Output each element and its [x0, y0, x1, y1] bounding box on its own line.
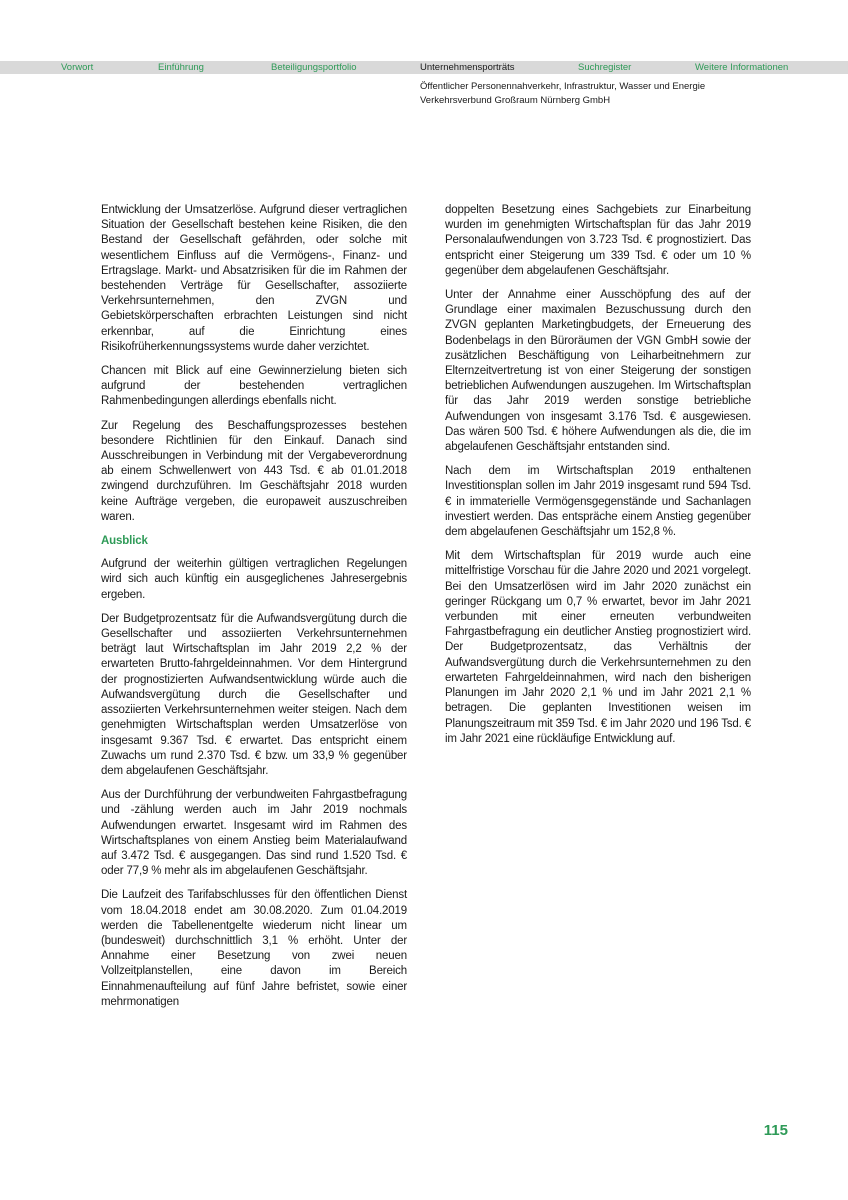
page-number: 115	[763, 1122, 788, 1139]
nav-suchregister[interactable]: Suchregister	[578, 62, 632, 73]
paragraph: Aus der Durchführung der verbundweiten Fahrgastbefragung und -zählung werden auch im Jahr 2019 nochmals Aufwendungen erwartet. Insgesamt wird im Rahmen des Wirtschaftsplanes von einem Anstieg beim Materialaufwand auf 3.472 Tsd. € ausgegangen. Das sind rund 1.520 Tsd. € oder 77,9 % mehr als im abgelaufenen Geschäftsjahr.	[101, 789, 407, 878]
nav-einfuehrung[interactable]: Einführung	[158, 62, 204, 73]
paragraph: Unter der Annahme einer Ausschöpfung des auf der Grundlage einer maximalen Bezuschussung durch den ZVGN geplanten Marketingbudgets, der Erneuerung des Bodenbelags in den Büroräumen der VGN GmbH sowie der zusätzlichen Beschäftigung von Leiharbeitnehmern zur Elternzeitvertretung ist von einer Steigerung der sonstigen betrieblichen Aufwendungen auszugehen. Im Wirtschaftsplan für das Jahr 2019 werden sonstige betriebliche Aufwendungen von insgesamt 3.176 Tsd. € ausgewiesen. Das wären 500 Tsd. € höhere Aufwendungen als die, die im abgelaufenen Geschäftsjahr entstanden sind.	[445, 289, 751, 454]
nav-unternehmensportraets[interactable]: Unternehmensporträts	[420, 62, 515, 73]
section-heading-ausblick: Ausblick	[101, 535, 148, 548]
paragraph: doppelten Besetzung eines Sachgebiets zur Einarbeitung wurden im genehmigten Wirtschaftsplan für das Jahr 2019 Personalaufwendungen von 3.723 Tsd. € prognostiziert. Das entspricht einer Steigerung um 339 Tsd. € oder um 10 % gegenüber dem abgelaufenen Geschäftsjahr.	[445, 204, 751, 277]
paragraph: Die Laufzeit des Tarifabschlusses für den öffentlichen Dienst vom 18.04.2018 endet am 30.08.2020. Zum 01.04.2019 werden die Tabellenentgelte wiederum nicht linear um (bundesweit) durchschnittlich 3,1 % erhöht. Unter der Annahme einer Besetzung von zwei neuen Vollzeitplanstellen, eine davon im Bereich Einnahmenaufteilung auf fünf Jahre befristet, sowie einer mehrmonatigen	[101, 889, 407, 1008]
nav-vorwort[interactable]: Vorwort	[61, 62, 94, 73]
breadcrumb-company: Verkehrsverbund Großraum Nürnberg GmbH	[420, 95, 611, 106]
paragraph: Entwicklung der Umsatzerlöse. Aufgrund dieser vertraglichen Situation der Gesellschaft bestehen keine Risiken, die den Bestand der Gesellschaft gefährden, oder solche mit wesentlichem Einfluss auf die Vermögens-, Finanz- und Ertragslage. Markt- und Absatzrisiken für die im Rahmen der bestehenden Verträge für Gesellschafter, assoziierte Verkehrsunternehmen, den ZVGN und Gebietskörperschaften erbrachten Leistungen sind nicht erkennbar, auf die Einrichtung eines Risikofrüherkennungssystems wurde daher verzichtet.	[101, 204, 407, 353]
nav-weitere-informationen[interactable]: Weitere Informationen	[695, 62, 789, 73]
nav-beteiligungsportfolio[interactable]: Beteiligungsportfolio	[271, 62, 357, 73]
paragraph: Mit dem Wirtschaftsplan für 2019 wurde auch eine mittelfristige Vorschau für die Jahre 2020 und 2021 vorgelegt. Bei den Umsatzerlösen wird im Jahr 2020 zunächst ein geringer Rückgang um 0,7 % erwartet, bevor im Jahr 2021 verbunden mit einer erneuten verbundweiten Fahrgastbefragung ein deutlicher Anstieg prognostiziert wird. Der Budgetprozentsatz, das Verhältnis der Aufwandsvergütung durch die Verkehrsunternehmen zu den erwarteten Fahrgeldeinnahmen, wird nach den bisherigen Planungen im Jahr 2020 2,1 % und im Jahr 2021 2,1 % betragen. Die geplanten Investitionen weisen im Planungszeitraum mit 359 Tsd. € im Jahr 2020 und 196 Tsd. € im Jahr 2021 eine rückläufige Entwicklung auf.	[445, 550, 751, 745]
breadcrumb-category: Öffentlicher Personennahverkehr, Infrastruktur, Wasser und Energie	[420, 81, 706, 92]
paragraph: Aufgrund der weiterhin gültigen vertraglichen Regelungen wird sich auch künftig ein ausgeglichenes Jahresergebnis ergeben.	[101, 558, 407, 601]
left-text-column	[101, 203, 407, 1019]
paragraph: Zur Regelung des Beschaffungsprozesses bestehen besondere Richtlinien für den Einkauf. Danach sind Ausschreibungen in Verbindung mit der Vergabeverordnung ab einem Schwellenwert von 443 Tsd. € ab 01.01.2018 zwingend durchzuführen. Im Geschäftsjahr 2018 wurden keine Aufträge vergeben, die europaweit auszuschreiben waren.	[101, 419, 407, 523]
paragraph: Der Budgetprozentsatz für die Aufwandsvergütung durch die Gesellschafter und assoziierten Verkehrsunternehmen beträgt laut Wirtschaftsplan im Jahr 2019 2,2 % der erwarteten Brutto-fahrgeldeinnahmen. Vor dem Hintergrund der prognostizierten Aufwandsentwicklung würde auch die Aufwandsvergütung durch die Gesellschafter und assoziierten Verkehrsunternehmen weiter steigen. Nach dem genehmigten Wirtschaftsplan werden Umsatzerlöse von insgesamt 9.367 Tsd. € erwartet. Das entspricht einem Zuwachs um rund 2.370 Tsd. € bzw. um 33,9 % gegenüber dem abgelaufenen Geschäftsjahr.	[101, 612, 407, 777]
right-text-column	[445, 203, 751, 756]
paragraph: Chancen mit Blick auf eine Gewinnerzielung bieten sich aufgrund der bestehenden vertraglichen Rahmenbedingungen allerdings ebenfalls nicht.	[101, 365, 407, 408]
paragraph: Nach dem im Wirtschaftsplan 2019 enthaltenen Investitionsplan sollen im Jahr 2019 insgesamt rund 594 Tsd. € in immaterielle Vermögensgegenstände und Sachanlagen investiert werden. Das entspräche einem Anstieg gegenüber dem abgelaufenen Geschäftsjahr um 152,8 %.	[445, 465, 751, 539]
